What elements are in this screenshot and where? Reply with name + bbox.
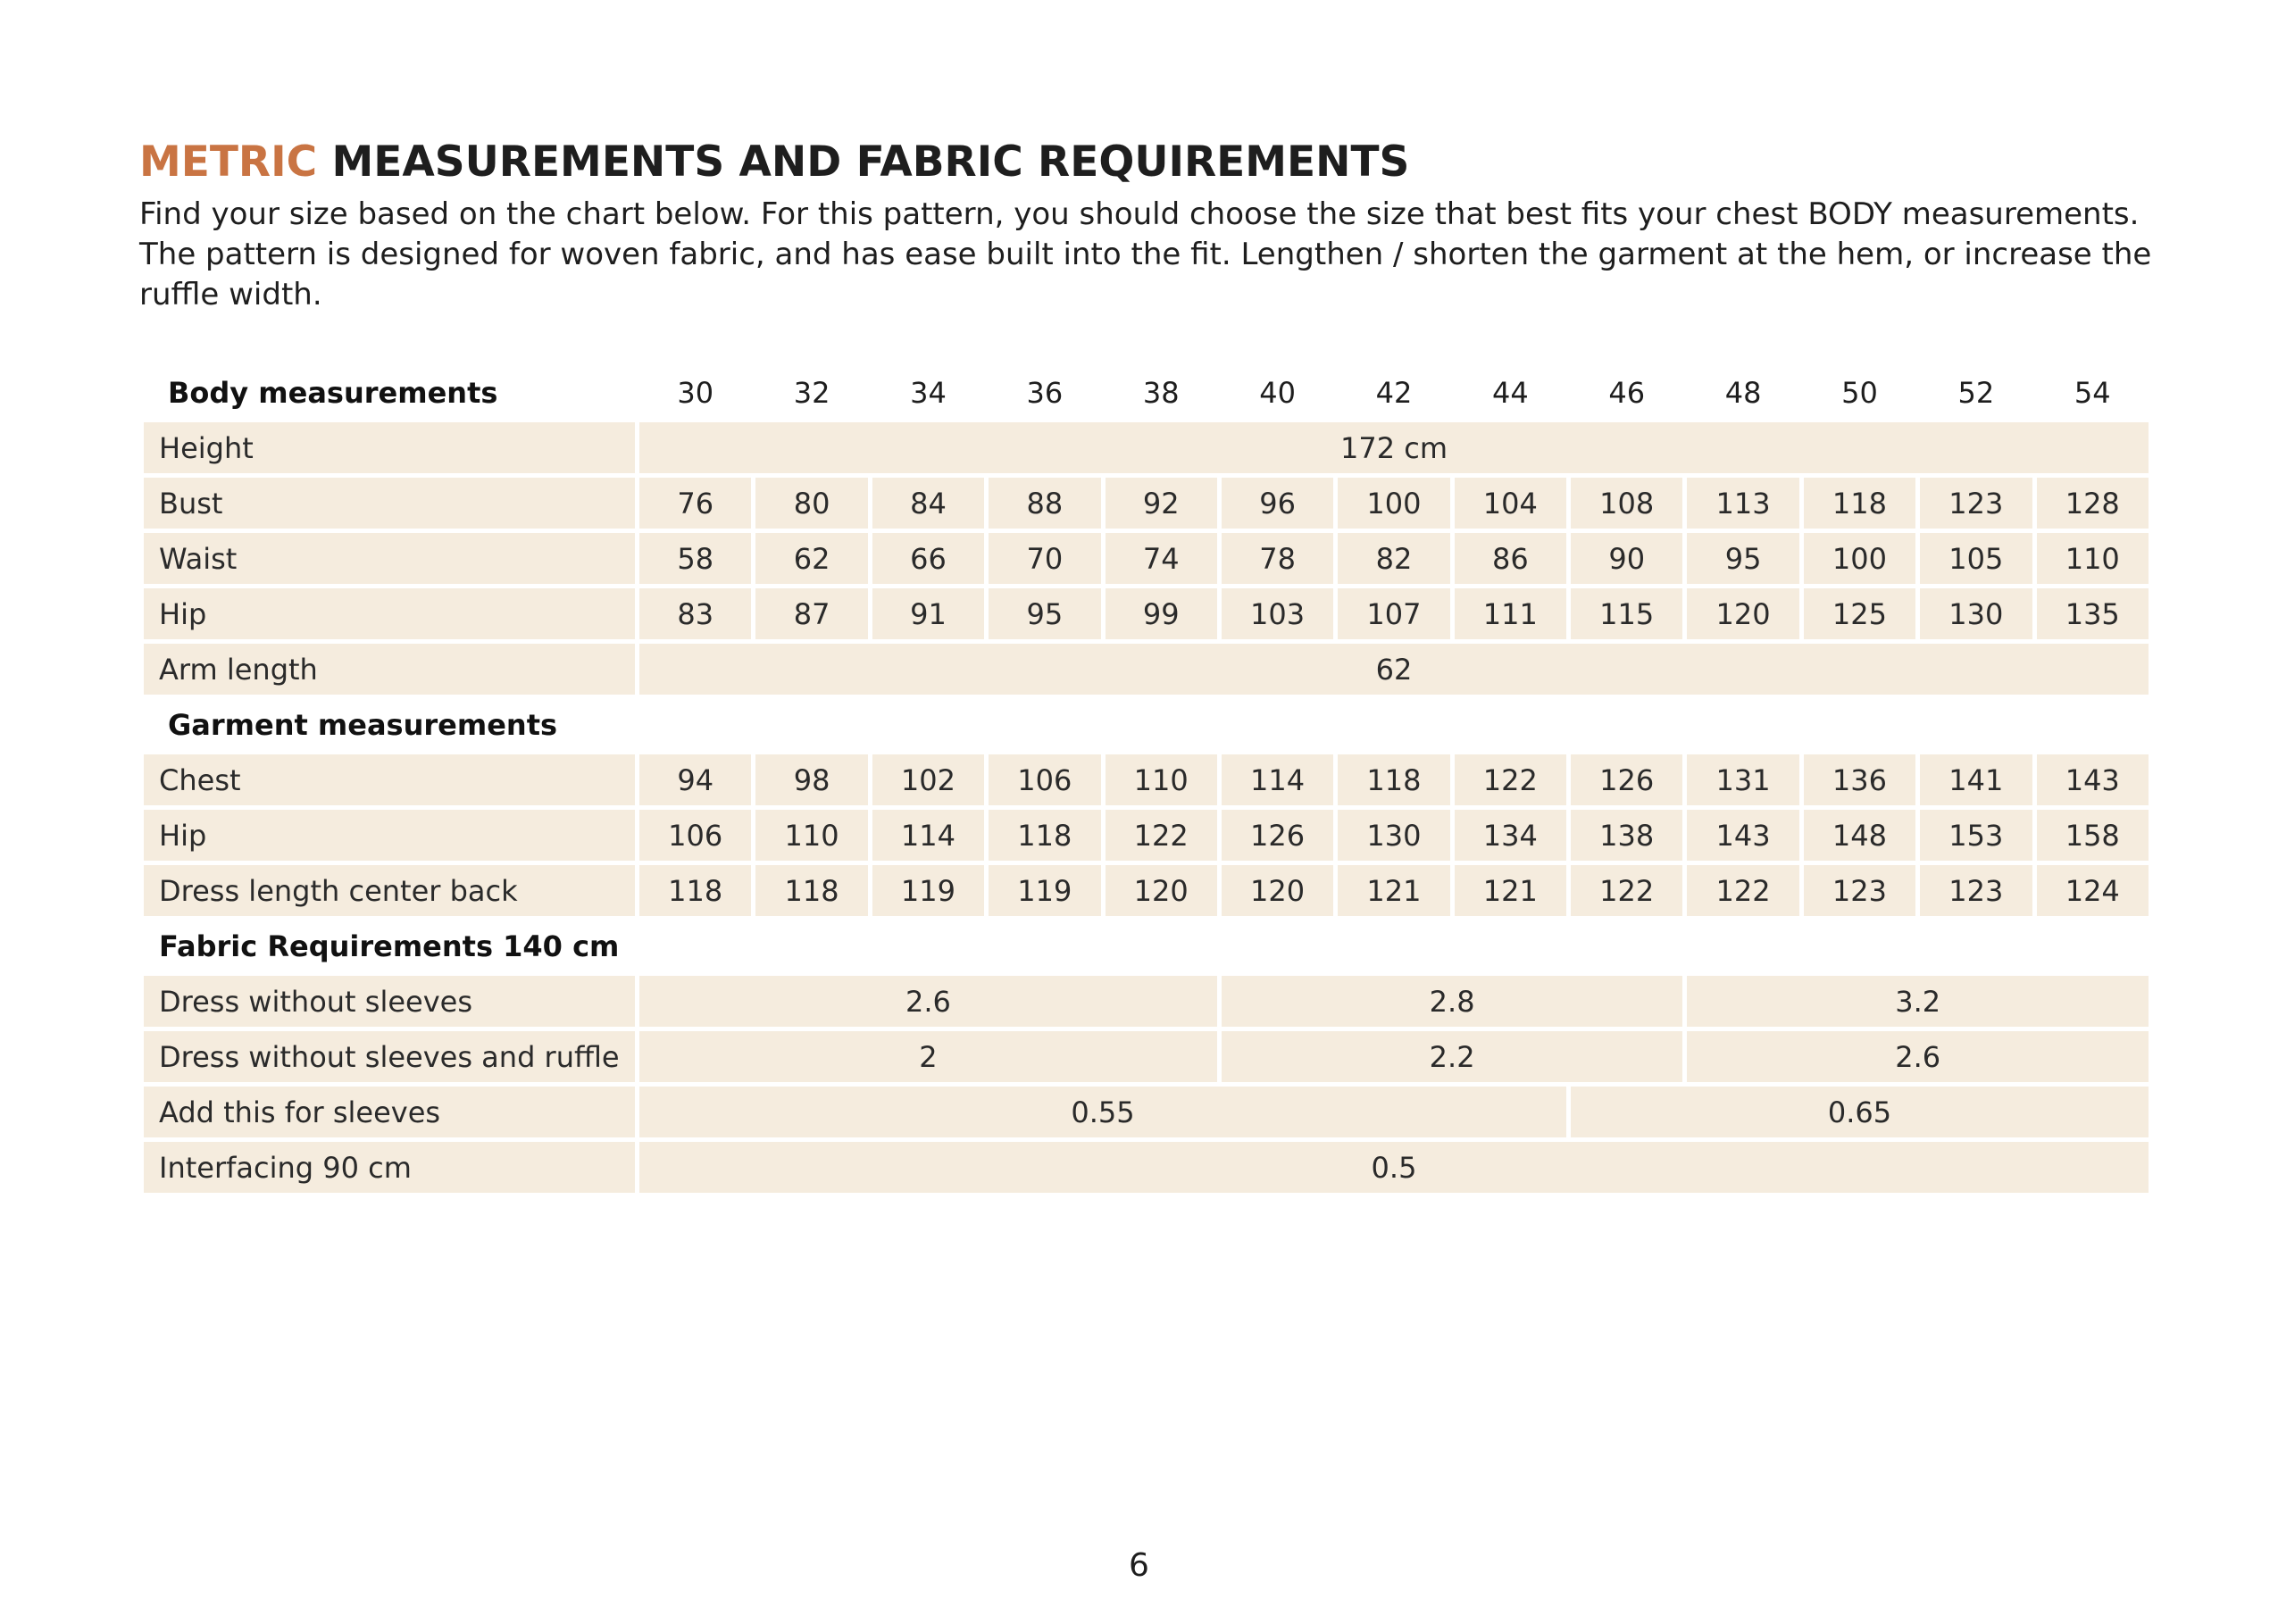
table-row (144, 1142, 2149, 1193)
dress-length-value: 123 (1920, 865, 2032, 916)
table-row (144, 1031, 2149, 1082)
waist-value: 105 (1920, 533, 2032, 584)
dress-without-sleeves-value: 2.6 (639, 976, 1217, 1027)
waist-value: 86 (1455, 533, 1566, 584)
row-label-dress-without-sleeves: Dress without sleeves (144, 976, 635, 1027)
bust-value: 96 (1222, 478, 1333, 529)
intro-line-1: Find your size based on the chart below. For this pattern, you should choose the size that best fits your chest BODY measurements. (139, 196, 2140, 232)
dress-length-value: 124 (2037, 865, 2149, 916)
size-header: 40 (1259, 375, 1296, 410)
dress-length-value: 121 (1455, 865, 1566, 916)
waist-value: 110 (2037, 533, 2149, 584)
body-measurements-header-row (144, 367, 2149, 418)
chest-value: 114 (1222, 754, 1333, 805)
garment-hip-value: 114 (872, 810, 984, 861)
garment-hip-value: 110 (755, 810, 867, 861)
intro-paragraph (139, 195, 2193, 315)
garment-hip-value: 126 (1222, 810, 1333, 861)
hip-value: 107 (1338, 588, 1449, 639)
size-header: 30 (677, 375, 714, 410)
height-value: 172 cm (639, 422, 2149, 473)
dress-without-sleeves-value: 2.8 (1222, 976, 1683, 1027)
fabric-requirements-header-row (144, 920, 2149, 971)
chest-value: 141 (1920, 754, 2032, 805)
size-header: 32 (793, 375, 830, 410)
size-header: 42 (1375, 375, 1413, 410)
bust-value: 104 (1455, 478, 1566, 529)
chest-value: 94 (639, 754, 751, 805)
hip-value: 125 (1804, 588, 1915, 639)
bust-value: 92 (1106, 478, 1217, 529)
dress-without-sleeves-value: 3.2 (1687, 976, 2149, 1027)
chest-value: 110 (1106, 754, 1217, 805)
garment-measurements-header-row (144, 699, 2149, 750)
bust-value: 123 (1920, 478, 2032, 529)
dress-length-value: 118 (639, 865, 751, 916)
waist-value: 70 (989, 533, 1100, 584)
chest-value: 143 (2037, 754, 2149, 805)
title-accent-word: METRIC (139, 137, 318, 187)
row-label-bust: Bust (144, 478, 635, 529)
row-label-arm-length: Arm length (144, 644, 635, 695)
add-sleeves-value: 0.65 (1571, 1087, 2149, 1137)
bust-value: 76 (639, 478, 751, 529)
intro-line-3: ruffle width. (139, 277, 322, 312)
garment-hip-value: 134 (1455, 810, 1566, 861)
waist-value: 95 (1687, 533, 1798, 584)
hip-value: 87 (755, 588, 867, 639)
size-header: 52 (1957, 375, 1995, 410)
size-header: 34 (910, 375, 947, 410)
garment-hip-value: 130 (1338, 810, 1449, 861)
size-header: 48 (1724, 375, 1762, 410)
dress-without-sleeves-ruffle-value: 2.6 (1687, 1031, 2149, 1082)
table-row (144, 422, 2149, 473)
hip-value: 91 (872, 588, 984, 639)
row-label-garment-hip: Hip (144, 810, 635, 861)
chest-value: 131 (1687, 754, 1798, 805)
size-header: 54 (2074, 375, 2111, 410)
size-header: 44 (1491, 375, 1529, 410)
row-label-hip: Hip (144, 588, 635, 639)
bust-value: 84 (872, 478, 984, 529)
hip-value: 95 (989, 588, 1100, 639)
garment-hip-value: 122 (1106, 810, 1217, 861)
garment-hip-value: 158 (2037, 810, 2149, 861)
garment-hip-value: 138 (1571, 810, 1682, 861)
waist-value: 66 (872, 533, 984, 584)
garment-hip-value: 153 (1920, 810, 2032, 861)
size-header: 50 (1841, 375, 1878, 410)
table-row (144, 810, 2149, 861)
bust-value: 88 (989, 478, 1100, 529)
title-rest: MEASUREMENTS AND FABRIC REQUIREMENTS (331, 137, 1410, 187)
header-spacer (639, 699, 2149, 750)
table-row (144, 976, 2149, 1027)
hip-value: 111 (1455, 588, 1566, 639)
bust-value: 118 (1804, 478, 1915, 529)
size-header: 36 (1026, 375, 1064, 410)
page-title (139, 137, 1410, 187)
chest-value: 136 (1804, 754, 1915, 805)
dress-length-value: 120 (1222, 865, 1333, 916)
hip-value: 103 (1222, 588, 1333, 639)
size-header: 38 (1142, 375, 1180, 410)
size-header: 46 (1608, 375, 1646, 410)
chest-value: 118 (1338, 754, 1449, 805)
waist-value: 90 (1571, 533, 1682, 584)
garment-hip-value: 118 (989, 810, 1100, 861)
dress-length-value: 122 (1571, 865, 1682, 916)
waist-value: 82 (1338, 533, 1449, 584)
dress-length-value: 120 (1106, 865, 1217, 916)
table-row (144, 1087, 2149, 1137)
waist-value: 62 (755, 533, 867, 584)
size-chart-table (139, 362, 2153, 1197)
table-row (144, 754, 2149, 805)
dress-length-value: 119 (989, 865, 1100, 916)
fabric-requirements-header: Fabric Requirements 140 cm (159, 929, 620, 963)
bust-value: 113 (1687, 478, 1798, 529)
chest-value: 126 (1571, 754, 1682, 805)
hip-value: 135 (2037, 588, 2149, 639)
row-label-height: Height (144, 422, 635, 473)
chest-value: 122 (1455, 754, 1566, 805)
waist-value: 78 (1222, 533, 1333, 584)
body-measurements-header: Body measurements (168, 375, 498, 410)
bust-value: 108 (1571, 478, 1682, 529)
add-sleeves-value: 0.55 (639, 1087, 1566, 1137)
chest-value: 98 (755, 754, 867, 805)
dress-length-value: 118 (755, 865, 867, 916)
dress-without-sleeves-ruffle-value: 2 (639, 1031, 1217, 1082)
garment-hip-value: 143 (1687, 810, 1798, 861)
bust-value: 80 (755, 478, 867, 529)
garment-hip-value: 148 (1804, 810, 1915, 861)
dress-length-value: 122 (1687, 865, 1798, 916)
arm-length-value: 62 (639, 644, 2149, 695)
row-label-dress-without-sleeves-ruffle: Dress without sleeves and ruffle (144, 1031, 635, 1082)
bust-value: 128 (2037, 478, 2149, 529)
hip-value: 99 (1106, 588, 1217, 639)
dress-length-value: 119 (872, 865, 984, 916)
chest-value: 102 (872, 754, 984, 805)
garment-measurements-header: Garment measurements (168, 707, 558, 742)
intro-line-2: The pattern is designed for woven fabric, and has ease built into the fit. Lengthen / shorten the garment at the hem, or increase the (139, 237, 2152, 272)
row-label-waist: Waist (144, 533, 635, 584)
hip-value: 115 (1571, 588, 1682, 639)
dress-length-value: 121 (1338, 865, 1449, 916)
waist-value: 74 (1106, 533, 1217, 584)
hip-value: 83 (639, 588, 751, 639)
chest-value: 106 (989, 754, 1100, 805)
garment-hip-value: 106 (639, 810, 751, 861)
row-label-add-sleeves: Add this for sleeves (144, 1087, 635, 1137)
hip-value: 130 (1920, 588, 2032, 639)
table-row (144, 644, 2149, 695)
row-label-dress-length: Dress length center back (144, 865, 635, 916)
row-label-interfacing: Interfacing 90 cm (144, 1142, 635, 1193)
dress-without-sleeves-ruffle-value: 2.2 (1222, 1031, 1683, 1082)
dress-length-value: 123 (1804, 865, 1915, 916)
waist-value: 100 (1804, 533, 1915, 584)
table-row (144, 865, 2149, 916)
table-row (144, 478, 2149, 529)
page-number: 6 (1129, 1547, 1149, 1584)
interfacing-value: 0.5 (639, 1142, 2149, 1193)
hip-value: 120 (1687, 588, 1798, 639)
table-row (144, 588, 2149, 639)
header-spacer (639, 920, 2149, 971)
table-row (144, 533, 2149, 584)
bust-value: 100 (1338, 478, 1449, 529)
row-label-chest: Chest (144, 754, 635, 805)
waist-value: 58 (639, 533, 751, 584)
